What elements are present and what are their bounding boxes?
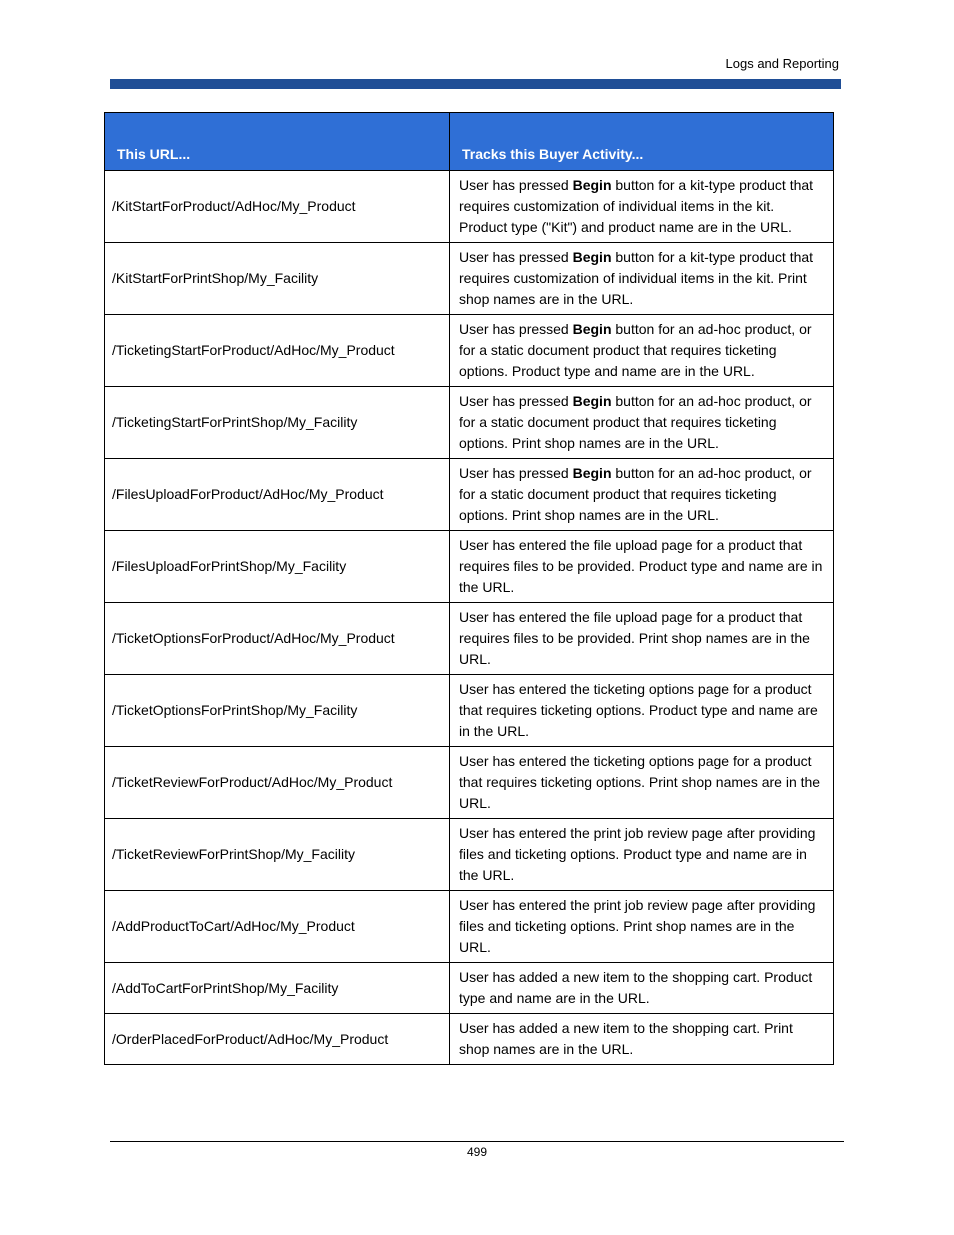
description-text-continued: button for an ad-hoc product, or for a static document product that requires ticketing options. Print shop names are in the URL. — [459, 465, 812, 523]
url-cell: /KitStartForProduct/AdHoc/My_Product — [105, 171, 450, 243]
url-cell: /TicketReviewForPrintShop/My_Facility — [105, 819, 450, 891]
description-text: User has pressed — [459, 393, 573, 409]
activity-description-cell — [450, 675, 834, 747]
activity-description-cell — [450, 819, 834, 891]
url-cell: /TicketOptionsForProduct/AdHoc/My_Product — [105, 603, 450, 675]
description-text: User has pressed — [459, 177, 573, 193]
url-cell: /AddToCartForPrintShop/My_Facility — [105, 963, 450, 1014]
table-row — [105, 963, 834, 1014]
description-text: User has entered the file upload page for a product that requires files to be provided. Product type and name are in the URL. — [459, 537, 823, 595]
activity-description-cell — [450, 603, 834, 675]
description-text: User has entered the print job review page after providing files and ticketing options. Product type and name are in the URL. — [459, 825, 816, 883]
description-text-continued: button for an ad-hoc product, or for a static document product that requires ticketing options. Print shop names are in the URL. — [459, 393, 812, 451]
description-text: User has entered the file upload page for a product that requires files to be provided. Print shop names are in the URL. — [459, 609, 810, 667]
url-cell: /FilesUploadForProduct/AdHoc/My_Product — [105, 459, 450, 531]
activity-description-cell — [450, 459, 834, 531]
description-emphasis: Begin — [572, 321, 612, 337]
url-cell: /KitStartForPrintShop/My_Facility — [105, 243, 450, 315]
description-text: User has entered the print job review page after providing files and ticketing options. Print shop names are in the URL. — [459, 897, 816, 955]
activity-description-cell — [450, 171, 834, 243]
table-row — [105, 243, 834, 315]
url-cell: /OrderPlacedForProduct/AdHoc/My_Product — [105, 1014, 450, 1065]
description-emphasis: Begin — [572, 177, 612, 193]
description-text: User has added a new item to the shopping cart. Print shop names are in the URL. — [459, 1020, 793, 1057]
url-cell: /FilesUploadForPrintShop/My_Facility — [105, 531, 450, 603]
running-header: Logs and Reporting — [725, 56, 839, 71]
activity-description-cell — [450, 1014, 834, 1065]
activity-description-cell — [450, 315, 834, 387]
table-row — [105, 459, 834, 531]
table-row — [105, 315, 834, 387]
table-row — [105, 387, 834, 459]
table-row — [105, 171, 834, 243]
footer-rule — [110, 1141, 844, 1142]
url-activity-table — [104, 112, 834, 1065]
description-text-continued: button for an ad-hoc product, or for a static document product that requires ticketing options. Product type and name are in the URL. — [459, 321, 812, 379]
column-header-activity: Tracks this Buyer Activity... — [450, 113, 834, 171]
description-text: User has added a new item to the shopping cart. Product type and name are in the URL. — [459, 969, 813, 1006]
activity-description-cell — [450, 243, 834, 315]
header-rule — [110, 79, 841, 89]
table-row — [105, 1014, 834, 1065]
table-row — [105, 747, 834, 819]
table-row — [105, 531, 834, 603]
activity-description-cell — [450, 747, 834, 819]
url-cell: /AddProductToCart/AdHoc/My_Product — [105, 891, 450, 963]
description-text: User has entered the ticketing options page for a product that requires ticketing options. Product type and name are in the URL. — [459, 681, 818, 739]
url-cell: /TicketOptionsForPrintShop/My_Facility — [105, 675, 450, 747]
url-cell: /TicketingStartForProduct/AdHoc/My_Product — [105, 315, 450, 387]
table-row — [105, 675, 834, 747]
description-emphasis: Begin — [572, 393, 612, 409]
column-header-url: This URL... — [105, 113, 450, 171]
url-cell: /TicketReviewForProduct/AdHoc/My_Product — [105, 747, 450, 819]
description-text: User has pressed — [459, 321, 573, 337]
url-cell: /TicketingStartForPrintShop/My_Facility — [105, 387, 450, 459]
table-row — [105, 819, 834, 891]
activity-description-cell — [450, 387, 834, 459]
table-row — [105, 891, 834, 963]
description-text: User has pressed — [459, 249, 573, 265]
description-text-continued: button for a kit-type product that requires customization of individual items in the kit. Print shop names are in the URL. — [459, 249, 814, 307]
description-text: User has pressed — [459, 465, 573, 481]
description-emphasis: Begin — [572, 249, 612, 265]
activity-description-cell — [450, 963, 834, 1014]
description-text: User has entered the ticketing options page for a product that requires ticketing options. Print shop names are in the URL. — [459, 753, 821, 811]
table-row — [105, 603, 834, 675]
description-text-continued: button for a kit-type product that requires customization of individual items in the kit. Product type ("Kit") and product name are in the URL. — [459, 177, 814, 235]
table-header-row — [105, 113, 834, 171]
description-emphasis: Begin — [572, 465, 612, 481]
page-number: 499 — [466, 1145, 488, 1159]
activity-description-cell — [450, 891, 834, 963]
activity-description-cell — [450, 531, 834, 603]
